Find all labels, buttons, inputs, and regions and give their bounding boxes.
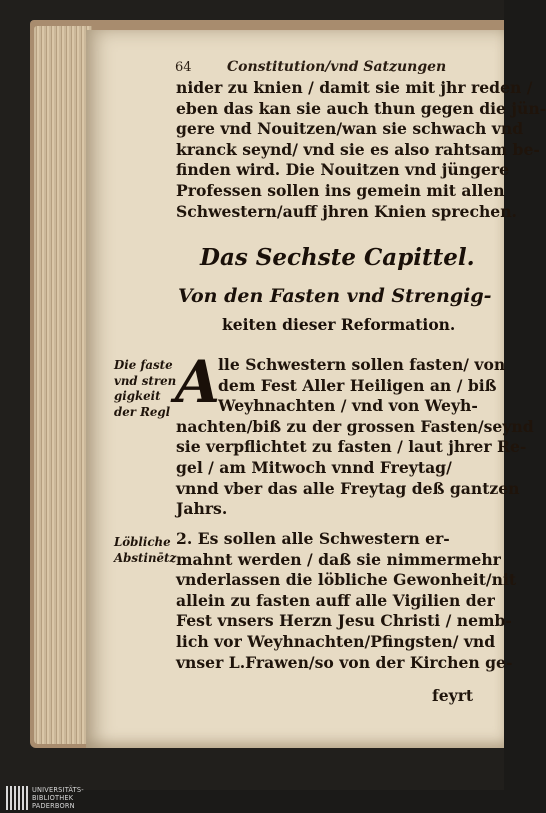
text-line: kranck seynd/ vnd sie es also rahtsam be- — [176, 139, 540, 159]
text-line: sie verpflichtet zu fasten / laut jhrer Re- — [176, 437, 527, 457]
text-line: vnderlassen die löbliche Gewonheit/nit — [176, 570, 517, 590]
margin-note-line: gigkeit — [114, 389, 161, 403]
margin-note-line: Die faste — [114, 358, 173, 372]
library-name-line: PADERBORN — [32, 802, 75, 810]
catchword: feyrt — [432, 686, 474, 705]
page-number: 64 — [175, 60, 192, 75]
margin-note-line: der Regl — [114, 404, 171, 419]
intro-text — [176, 78, 546, 222]
paragraph-2 — [176, 529, 517, 673]
text-line: eben das kan sie auch thun gegen die jün- — [176, 98, 546, 118]
text-line: nachten/biß zu der grossen Fasten/seynd — [176, 416, 534, 436]
chapter-heading: Das Sechste Capittel. — [200, 244, 475, 271]
library-name-line: UNIVERSITÄTS- — [32, 786, 84, 794]
text-line: Weyhnachten / vnd von Weyh- — [218, 396, 478, 416]
paragraph-1 — [176, 355, 534, 520]
text-line: allein zu fasten auff alle Vigilien der — [176, 590, 495, 610]
text-line: dem Fest Aller Heiligen an / biß — [218, 375, 497, 395]
text-line: mahnt werden / daß sie nimmermehr — [176, 549, 501, 569]
text-line: Fest vnsers Herzn Jesu Christi / nemb- — [176, 611, 512, 631]
text-line: lle Schwestern sollen fasten/ von — [218, 355, 506, 374]
text-line: gel / am Mitwoch vnnd Freytag/ — [176, 457, 452, 477]
margin-note-abstinence — [114, 535, 176, 566]
library-name — [32, 786, 84, 810]
page-edges — [34, 26, 92, 744]
margin-note-line: vnd stren — [114, 373, 177, 388]
text-line: Schwestern/auff jhren Knien sprechen. — [176, 201, 517, 221]
text-line: vnser L.Frawen/so von der Kirchen ge- — [176, 652, 513, 672]
text-line: nider zu knien / damit sie mit jhr reden / — [176, 78, 533, 97]
text-line: gere vnd Nouitzen/wan sie schwach vnd — [176, 119, 524, 139]
text-line: Jahrs. — [176, 499, 228, 519]
text-line: 2. Es sollen alle Schwestern er- — [176, 529, 450, 548]
section-title-line2: keiten dieser Reformation. — [222, 315, 456, 334]
margin-note-fasting — [114, 358, 176, 420]
running-title: Constitution/vnd Satzungen — [227, 59, 447, 75]
margin-note-line: Abstinētz — [114, 550, 177, 565]
text-line: lich vor Weyhnachten/Pfingsten/ vnd — [176, 631, 496, 651]
library-name-line: BIBLIOTHEK — [32, 794, 74, 802]
section-title-line1: Von den Fasten vnd Strengig- — [178, 285, 492, 307]
text-line: finden wird. Die Nouitzen vnd jüngere — [176, 160, 510, 180]
library-barcode-logo-icon — [6, 786, 28, 810]
text-line: vnnd vber das alle Freytag deß gantzen — [176, 478, 520, 498]
running-head — [175, 56, 475, 78]
decorated-initial: A — [175, 348, 221, 416]
margin-note-line: Löbliche — [114, 535, 171, 549]
text-line: Professen sollen ins gemein mit allen — [176, 180, 505, 200]
